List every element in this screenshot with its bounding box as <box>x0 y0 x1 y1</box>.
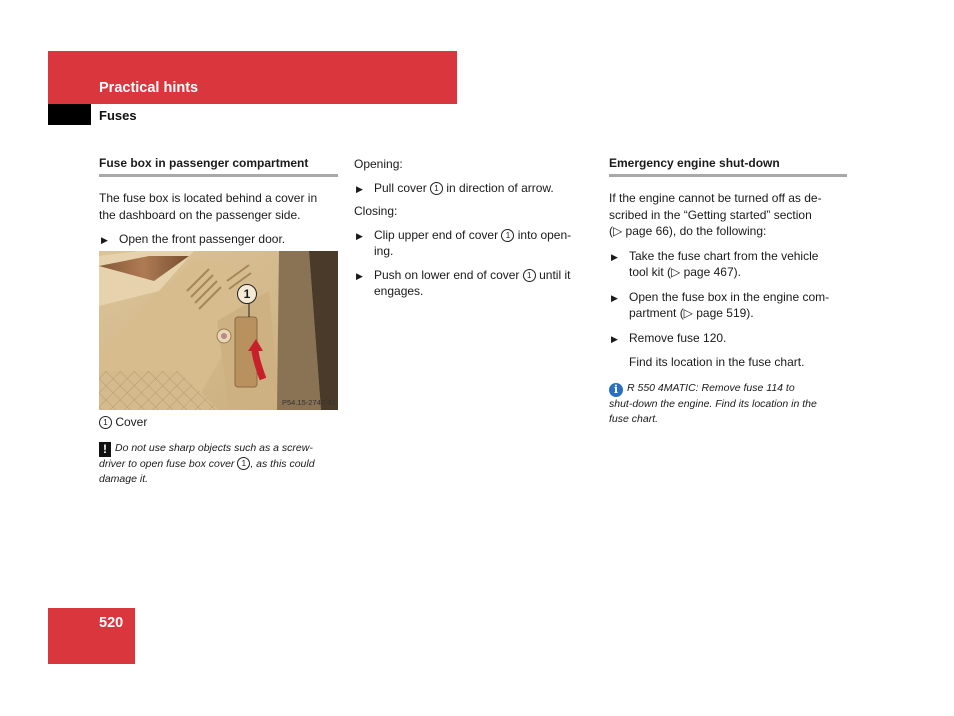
header-band <box>48 51 457 104</box>
image-reference-code: P54.15-2747-31 <box>282 398 336 407</box>
right-column <box>609 156 847 427</box>
bullet-arrow-icon: ▶ <box>101 235 108 245</box>
fuse-location-note: Find its location in the fuse chart. <box>629 355 805 369</box>
step-push-cover: ▶ Push on lower end of cover 1 until it engages. <box>356 267 571 298</box>
bullet-arrow-icon: ▶ <box>356 230 363 241</box>
section-tab-marker <box>48 104 91 125</box>
figure-caption: 1 Cover <box>99 414 338 431</box>
callout-1-icon: 1 <box>237 457 250 470</box>
bullet-arrow-icon: ▶ <box>611 292 618 303</box>
left-column <box>99 156 338 248</box>
info-icon: i <box>609 383 623 397</box>
emergency-shutdown-heading: Emergency engine shut-down <box>609 156 847 177</box>
dashboard-image <box>99 251 338 410</box>
bullet-arrow-icon: ▶ <box>611 251 618 262</box>
info-note: i R 550 4MATIC: Remove fuse 114 to shut-down the engine. Find its location in the fuse chart. <box>609 381 817 425</box>
step-pull-cover: ▶ Pull cover 1 in direction of arrow. <box>354 180 590 197</box>
shutdown-intro: If the engine cannot be turned off as de- scribed in the “Getting started” section (▷ page 66), do the following: <box>609 191 822 238</box>
warning-note: ! Do not use sharp objects such as a screw- driver to open fuse box cover 1 , as this could damage it. <box>99 442 315 485</box>
step-remove-fuse: ▶ Remove fuse 120. <box>609 330 847 347</box>
fuse-box-heading: Fuse box in passenger compartment <box>99 156 338 177</box>
bullet-arrow-icon: ▶ <box>356 183 363 194</box>
step-open-engine-fuse-box: ▶ Open the fuse box in the engine com- partment (▷ page 519). <box>611 289 830 320</box>
section-title: Practical hints <box>99 80 199 96</box>
callout-1-icon: 1 <box>501 229 514 242</box>
step-clip-cover: ▶ Clip upper end of cover 1 into open- ing. <box>356 227 572 258</box>
subsection-title: Fuses <box>99 108 137 123</box>
page-number: 520 <box>99 615 124 631</box>
fuse-box-illustration <box>99 251 338 410</box>
step-take-fuse-chart: ▶ Take the fuse chart from the vehicle tool kit (▷ page 467). <box>611 248 819 279</box>
fuse-box-intro: The fuse box is located behind a cover in the dashboard on the passenger side. <box>99 191 318 222</box>
bullet-arrow-icon: ▶ <box>356 270 363 281</box>
callout-1-marker: 1 <box>237 284 257 304</box>
bullet-arrow-icon: ▶ <box>611 333 618 344</box>
opening-label: Opening: <box>354 157 403 171</box>
warning-exclamation-icon: ! <box>99 442 111 457</box>
closing-label: Closing: <box>354 204 398 218</box>
callout-1-icon: 1 <box>99 416 112 429</box>
callout-1-icon: 1 <box>430 182 443 195</box>
callout-1-icon: 1 <box>523 269 536 282</box>
step-open-door: ▶ Open the front passenger door. <box>99 231 338 248</box>
middle-column <box>354 156 590 300</box>
